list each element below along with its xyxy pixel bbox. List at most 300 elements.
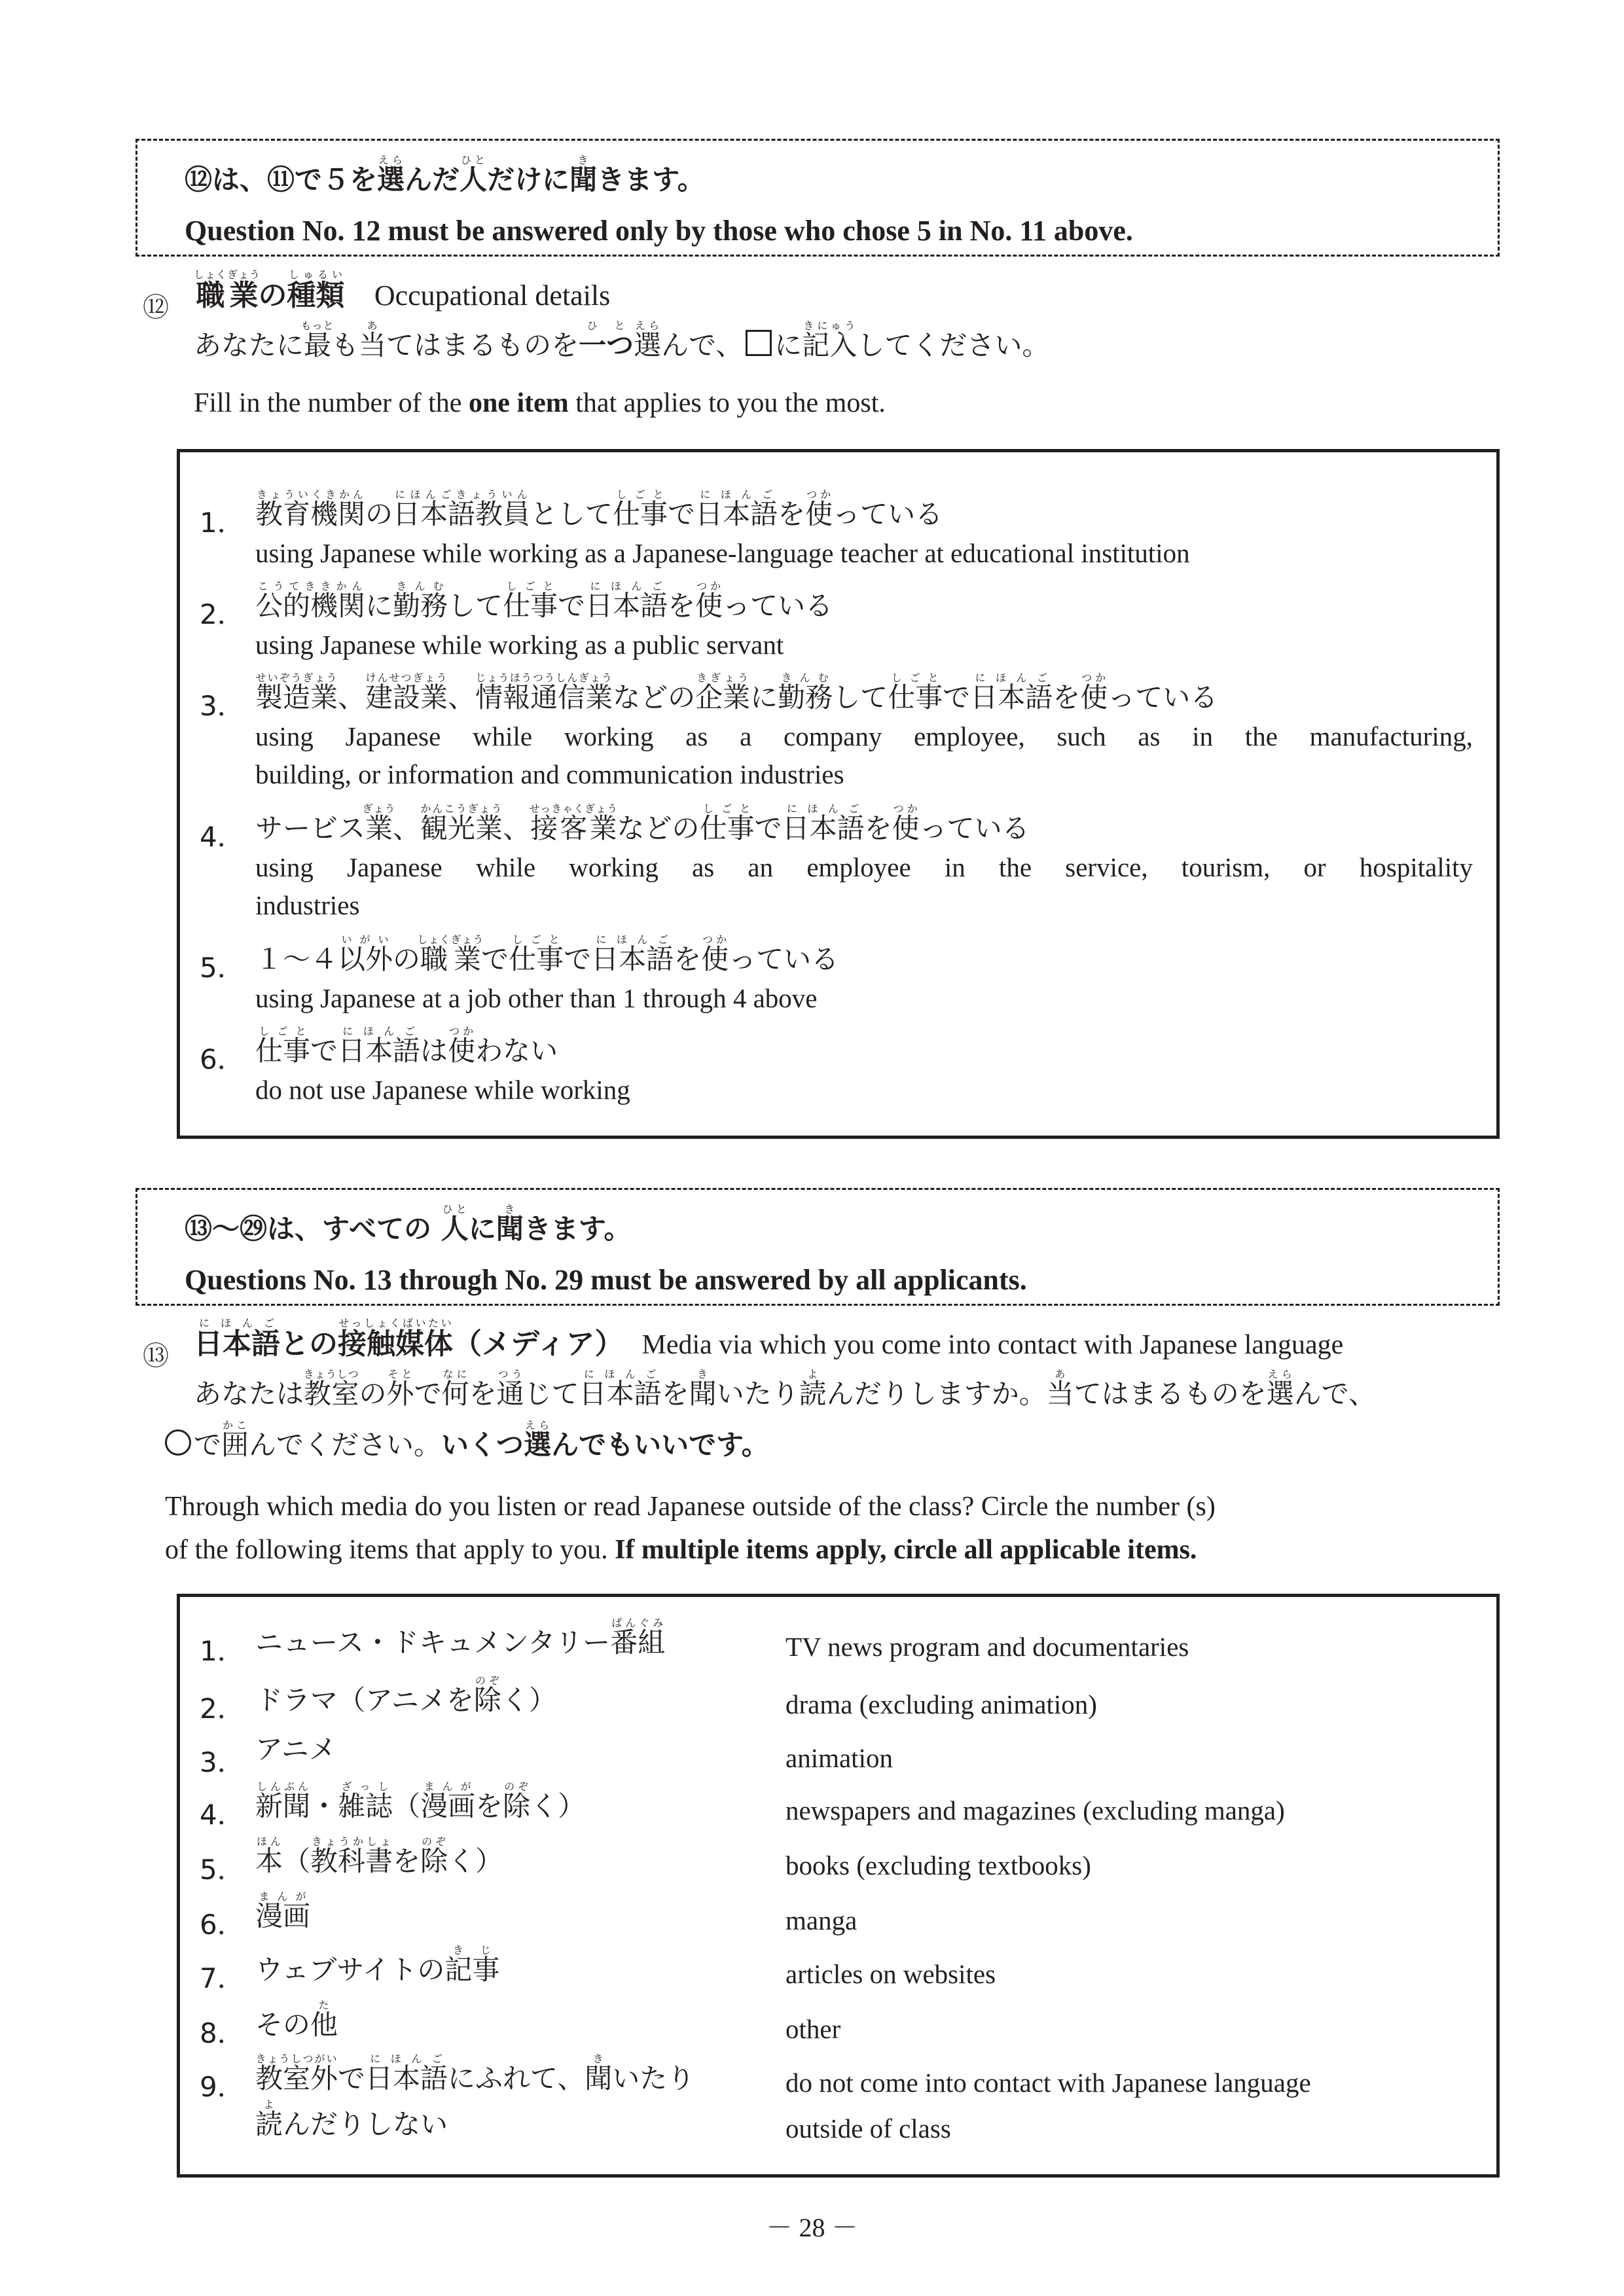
text-run: の — [359, 1378, 387, 1410]
ruby-text — [888, 672, 943, 713]
furigana: せいぞうぎょう — [255, 672, 338, 684]
text-run: 、 — [393, 812, 421, 844]
furigana: きぎょう — [695, 672, 751, 684]
furigana: きょうしつ — [303, 1368, 359, 1380]
ruby-text — [634, 319, 662, 361]
ruby-text — [444, 1944, 500, 1986]
option-en: building, or information and communication industries — [255, 759, 844, 789]
furigana: つう — [496, 1368, 524, 1380]
text-run: いくつ — [441, 1429, 524, 1461]
ruby-base: 最 — [300, 329, 334, 361]
ruby-text — [255, 2098, 283, 2140]
option-jp — [255, 1728, 336, 1767]
ruby-base: 使 — [805, 498, 833, 530]
q12-title — [194, 268, 610, 314]
text-run: で — [310, 1035, 338, 1067]
furigana: つか — [695, 580, 723, 592]
ruby-text — [1080, 672, 1108, 713]
ruby-base: 漫画 — [255, 1900, 311, 1932]
ruby-base: 記入 — [802, 329, 857, 361]
ruby-base: 使 — [695, 590, 723, 622]
furigana: かんこうぎょう — [420, 802, 503, 815]
ruby-text — [782, 802, 865, 844]
furigana: かこ — [221, 1419, 249, 1431]
option-jp — [255, 1674, 556, 1718]
text-run: の — [258, 279, 287, 312]
ruby-base: 囲 — [221, 1429, 249, 1461]
option-jp — [255, 1780, 585, 1824]
ruby-base: 人 — [441, 1213, 469, 1245]
text-run: く） — [501, 1684, 556, 1716]
furigana: せっきゃくぎょう — [529, 802, 619, 815]
text-run: も — [331, 329, 359, 361]
text-run: んでもいいです。 — [551, 1429, 769, 1461]
notice-box-q13-29 — [135, 1188, 1500, 1306]
furigana: つか — [448, 1025, 476, 1037]
text-run: １～４ — [255, 943, 338, 975]
ruby-base: 聞 — [585, 2062, 613, 2094]
ruby-text — [255, 580, 366, 622]
furigana: ひと — [441, 1203, 469, 1215]
ruby-base: 職業 — [194, 279, 261, 312]
q12-title-jp — [194, 268, 345, 312]
furigana: つか — [892, 802, 920, 815]
option-en: using Japanese at a job other than 1 through 4 above — [255, 983, 818, 1013]
option-number: 2． — [200, 598, 245, 630]
option-number[interactable]: 8． — [200, 2017, 245, 2049]
text-run: を — [864, 812, 892, 844]
q12-instruction-en-pre: Fill in the number of the — [194, 388, 469, 418]
option-jp — [255, 1835, 503, 1879]
option-jp — [255, 580, 833, 624]
ruby-base: 建設業 — [365, 681, 448, 713]
text-run: っている — [729, 943, 839, 975]
text-run: に — [468, 1213, 496, 1245]
ruby-text — [359, 319, 387, 361]
ruby-text — [579, 1368, 662, 1410]
option-number[interactable]: 9． — [200, 2071, 245, 2103]
text-run: 、 — [448, 681, 476, 713]
option-jp — [255, 1025, 558, 1069]
ruby-base: 企業 — [695, 681, 751, 713]
ruby-base: 仕事 — [888, 681, 943, 713]
circle-icon — [165, 1429, 191, 1456]
ruby-text — [585, 580, 668, 622]
option-number: 4． — [200, 821, 245, 853]
ruby-text — [310, 1999, 338, 2041]
furigana: えら — [1266, 1368, 1294, 1380]
ruby-text — [393, 580, 448, 622]
option-en: books (excluding textbooks) — [785, 1850, 1091, 1880]
ruby-text — [613, 488, 668, 530]
ruby-base: 以外 — [338, 943, 393, 975]
option-number[interactable]: 4． — [200, 1799, 245, 1831]
ruby-base: 教育機関 — [255, 498, 366, 530]
ruby-text — [300, 319, 334, 361]
notice-q12-en: Question No. 12 must be answered only by those who chose 5 in No. 11 above. — [185, 215, 1133, 247]
text-run: （ — [283, 1845, 311, 1877]
text-run: にふれて、 — [448, 2062, 585, 2094]
ruby-base: 仕事 — [509, 943, 564, 975]
ruby-text — [287, 268, 345, 312]
ruby-text — [695, 488, 778, 530]
furigana: よ — [799, 1368, 827, 1380]
text-run: を — [674, 943, 702, 975]
ruby-text — [689, 1368, 717, 1410]
option-jp — [255, 488, 943, 532]
ruby-text — [805, 488, 833, 530]
ruby-base: 読 — [799, 1378, 827, 1410]
ruby-text — [221, 1419, 249, 1461]
ruby-base: 日本語 — [365, 2062, 448, 2094]
ruby-base: 仕事 — [503, 590, 558, 622]
furigana: にほんご — [579, 1368, 662, 1380]
ruby-text — [255, 1780, 311, 1822]
ruby-text — [386, 1368, 414, 1410]
ruby-base: 使 — [701, 943, 729, 975]
ruby-base: 選 — [377, 164, 405, 196]
option-jp — [255, 933, 839, 977]
option-en: using Japanese while working as a Japanese-language teacher at educational institution — [255, 538, 1190, 568]
ruby-text — [585, 2053, 613, 2094]
option-en: newspapers and magazines (excluding manga) — [785, 1795, 1285, 1825]
ruby-text — [473, 1674, 501, 1716]
text-run: を — [778, 498, 806, 530]
ruby-base: 漫画 — [420, 1790, 476, 1822]
furigana: き — [496, 1203, 524, 1215]
q13-options-box — [177, 1594, 1500, 2178]
ruby-text — [569, 154, 598, 196]
option-en: using Japanese while working as a public servant — [255, 630, 784, 660]
ruby-text — [255, 672, 338, 713]
ruby-text — [420, 802, 503, 844]
text-run: んだ — [405, 164, 460, 196]
text-run: んだりしますか。 — [826, 1378, 1047, 1410]
ruby-text — [338, 1025, 421, 1067]
furigana: もっと — [300, 319, 334, 332]
option-number[interactable]: 5． — [200, 1854, 245, 1886]
furigana: せっしょくばいたい — [338, 1317, 453, 1329]
text-run: っている — [723, 590, 833, 622]
furigana: のぞ — [503, 1780, 531, 1793]
ruby-text — [441, 1368, 469, 1410]
text-run: じて — [524, 1378, 579, 1410]
text-run: く） — [448, 1845, 503, 1877]
text-run: して — [833, 681, 888, 713]
ruby-base: 日本語 — [194, 1327, 280, 1361]
text-run: きます。 — [523, 1213, 632, 1245]
ruby-base: 聞 — [569, 164, 598, 196]
ruby-text — [509, 933, 564, 975]
option-en: manga — [785, 1905, 857, 1935]
furigana: よ — [255, 2098, 283, 2111]
ruby-text — [362, 802, 396, 844]
ruby-base: 外 — [386, 1378, 414, 1410]
ruby-text — [365, 2053, 448, 2094]
text-run: ニュース・ドキュメンタリー — [255, 1626, 611, 1659]
ruby-text — [255, 1025, 311, 1067]
ruby-base: 職業 — [417, 943, 484, 975]
text-run: サービス — [255, 812, 366, 844]
ruby-text — [695, 672, 751, 713]
q13-instruction-en-pre: of the following items that apply to you. — [165, 1535, 615, 1565]
ruby-base: 本 — [255, 1845, 283, 1877]
text-run: で — [558, 590, 586, 622]
notice-q13-en: Questions No. 13 through No. 29 must be answered by all applicants. — [185, 1264, 1027, 1296]
answer-box-icon — [746, 330, 772, 356]
option-number[interactable]: 7． — [200, 1962, 245, 1994]
option-number: 1． — [200, 507, 245, 539]
option-en: drama (excluding animation) — [785, 1689, 1097, 1719]
option-jp — [255, 1999, 338, 2043]
ruby-text — [699, 802, 755, 844]
ruby-text — [524, 1419, 552, 1461]
text-run: いたり — [612, 2062, 695, 2094]
furigana: にほんご — [365, 2053, 448, 2065]
ruby-text — [255, 488, 366, 530]
text-run: 、 — [338, 681, 366, 713]
ruby-text — [338, 1317, 453, 1361]
furigana: つか — [805, 488, 833, 501]
text-run: ・ — [310, 1790, 338, 1822]
text-run: を — [393, 1845, 421, 1877]
ruby-text — [460, 154, 488, 196]
option-number[interactable]: 2． — [200, 1693, 245, 1725]
ruby-base: 雑誌 — [338, 1790, 393, 1822]
q12-options-box — [177, 449, 1500, 1139]
text-run: あなたに — [194, 329, 304, 361]
ruby-base: 使 — [448, 1035, 476, 1067]
text-run: （メディア） — [453, 1327, 624, 1361]
furigana: にほんご — [695, 488, 778, 501]
q12-instruction-en — [194, 387, 886, 419]
ruby-base: 聞 — [689, 1378, 717, 1410]
question-number-12: ⑫ — [143, 293, 169, 323]
furigana: きにゅう — [802, 319, 857, 332]
question-number-13: ⑬ — [143, 1341, 169, 1371]
text-run: っている — [919, 812, 1030, 844]
text-run: で — [564, 943, 592, 975]
ruby-text — [591, 933, 674, 975]
furigana: いがい — [338, 933, 393, 946]
text-run: を — [668, 590, 696, 622]
text-run: ⑬～㉙は、すべての — [185, 1213, 441, 1245]
furigana: しごと — [503, 580, 558, 592]
q13-instruction-en-bold: If multiple items apply, circle all applicable items. — [615, 1535, 1197, 1565]
furigana: しょくぎょう — [417, 933, 484, 946]
ruby-base: 番組 — [610, 1626, 666, 1659]
option-en: do not use Japanese while working — [255, 1075, 630, 1105]
notice-box-q12 — [135, 139, 1500, 257]
option-en: using Japanese while working as a company employee, such as in the manufacturing, — [255, 721, 1473, 751]
text-run: その — [255, 2009, 311, 2041]
ruby-base: 日本語 — [782, 812, 865, 844]
ruby-text — [338, 933, 393, 975]
ruby-base: 製造業 — [255, 681, 338, 713]
ruby-base: 当 — [1046, 1378, 1074, 1410]
furigana: しゅるい — [287, 268, 345, 281]
notice-q12-jp — [185, 154, 705, 198]
ruby-text — [448, 1025, 476, 1067]
ruby-base: 教室 — [303, 1378, 359, 1410]
ruby-base: 日本語 — [338, 1035, 421, 1067]
ruby-text — [503, 580, 558, 622]
furigana: ほん — [255, 1835, 283, 1848]
option-jp — [255, 2053, 695, 2096]
furigana: ひと — [460, 154, 488, 166]
text-run: に — [365, 590, 393, 622]
ruby-text — [799, 1368, 827, 1410]
ruby-text — [194, 1317, 280, 1361]
q13-instruction-jp-line2 — [165, 1419, 769, 1463]
ruby-text — [475, 672, 613, 713]
ruby-base: 人 — [460, 164, 488, 196]
q13-instruction-en-line1: Through which media do you listen or read Japanese outside of the class? Circle the number (s) — [165, 1492, 1216, 1522]
text-run: っている — [833, 498, 943, 530]
text-run: で — [668, 498, 696, 530]
furigana: そと — [386, 1368, 414, 1380]
ruby-base: 記事 — [444, 1954, 500, 1986]
furigana: えら — [634, 319, 662, 332]
ruby-text — [420, 1835, 448, 1877]
text-run: などの — [617, 812, 700, 844]
ruby-base: 何 — [441, 1378, 469, 1410]
text-run: きます。 — [597, 164, 705, 196]
text-run: で — [194, 1429, 222, 1461]
furigana: しんぶん — [255, 1780, 311, 1793]
option-jp — [255, 1617, 665, 1660]
ruby-text — [695, 580, 723, 622]
option-en: outside of class — [785, 2113, 951, 2144]
furigana: にほんご — [782, 802, 865, 815]
furigana: きんむ — [778, 672, 833, 684]
text-run: っている — [1108, 681, 1218, 713]
furigana: のぞ — [420, 1835, 448, 1848]
option-en: articles on websites — [785, 1959, 996, 1989]
ruby-text — [417, 933, 484, 975]
q13-title-en: Media via which you come into contact with Japanese language — [641, 1330, 1344, 1360]
text-run: いたり — [716, 1378, 799, 1410]
ruby-base: 通 — [496, 1378, 524, 1410]
furigana: ぎょう — [362, 802, 396, 815]
ruby-text — [496, 1203, 524, 1245]
text-run: の — [365, 498, 393, 530]
furigana: ばんぐみ — [610, 1617, 666, 1629]
ruby-text — [892, 802, 920, 844]
text-run: ドラマ（アニメを — [255, 1684, 474, 1716]
furigana: にほんご — [585, 580, 668, 592]
option-en: other — [785, 2014, 841, 2044]
furigana: しごと — [255, 1025, 311, 1037]
text-run: （ — [393, 1790, 421, 1822]
furigana: つか — [701, 933, 729, 946]
ruby-base: 一つ — [579, 329, 634, 361]
ruby-base: 他 — [310, 2009, 338, 2041]
q13-instruction-en-line2 — [165, 1534, 1197, 1566]
q13-title-jp — [194, 1317, 624, 1361]
furigana: えら — [524, 1419, 552, 1431]
text-run: んで、 — [1293, 1378, 1376, 1410]
ruby-text — [529, 802, 619, 844]
ruby-base: 教室外 — [255, 2062, 338, 2094]
ruby-base: 選 — [1266, 1378, 1294, 1410]
text-run: で — [754, 812, 782, 844]
text-run: だけに — [487, 164, 570, 196]
ruby-base: 日本語 — [591, 943, 674, 975]
ruby-text — [778, 672, 833, 713]
furigana: た — [310, 1999, 338, 2011]
ruby-base: 種類 — [287, 279, 345, 312]
ruby-text — [1046, 1368, 1074, 1410]
q12-instruction-en-bold: one item — [468, 388, 569, 418]
option-jp — [255, 672, 1218, 715]
furigana: しょくぎょう — [194, 268, 261, 281]
q12-instruction-en-post: that applies to you the most. — [568, 388, 886, 418]
ruby-text — [255, 1835, 283, 1877]
option-number[interactable]: 6． — [200, 1909, 245, 1941]
option-number: 6． — [200, 1043, 245, 1075]
furigana: にほんご — [338, 1025, 421, 1037]
page-number: － 28 － — [766, 2213, 858, 2242]
ruby-base: 観光業 — [420, 812, 503, 844]
ruby-base: 接触媒体 — [338, 1327, 453, 1361]
ruby-base: 業 — [362, 812, 396, 844]
text-run: てはまるものを — [386, 329, 579, 361]
ruby-base: 使 — [1080, 681, 1108, 713]
ruby-base: 日本語 — [695, 498, 778, 530]
ruby-text — [441, 1203, 469, 1245]
furigana: きょうかしょ — [310, 1835, 393, 1848]
ruby-text — [503, 1780, 531, 1822]
ruby-text — [365, 672, 448, 713]
text-run: を — [469, 1378, 497, 1410]
ruby-base: 接客業 — [529, 812, 619, 844]
ruby-text — [255, 2053, 338, 2094]
furigana: あ — [359, 319, 387, 332]
text-run: で — [338, 2062, 366, 2094]
option-number[interactable]: 1． — [200, 1635, 245, 1667]
ruby-base: 情報通信業 — [475, 681, 613, 713]
option-en: do not come into contact with Japanese language — [785, 2068, 1311, 2098]
ruby-base: 選 — [634, 329, 662, 361]
q13-title — [194, 1317, 1343, 1362]
text-run: ⑫は、⑪で５を — [185, 164, 378, 196]
furigana: き — [689, 1368, 717, 1380]
ruby-base: 選 — [524, 1429, 552, 1461]
option-number: 3． — [200, 690, 245, 722]
ruby-base: 新聞 — [255, 1790, 311, 1822]
text-run: として — [530, 498, 613, 530]
furigana: き — [569, 154, 598, 166]
furigana: なに — [441, 1368, 469, 1380]
furigana: き — [585, 2053, 613, 2065]
furigana: つか — [1080, 672, 1108, 684]
ruby-base: 公的機関 — [255, 590, 366, 622]
ruby-text — [420, 1780, 476, 1822]
option-jp — [255, 802, 1030, 846]
text-run: んだりしない — [283, 2108, 448, 2140]
option-number[interactable]: 3． — [200, 1746, 245, 1778]
ruby-text — [255, 1890, 311, 1932]
text-run: わない — [475, 1035, 558, 1067]
option-jp — [255, 1944, 499, 1988]
furigana: にほんごきょういん — [393, 488, 531, 501]
option-en: using Japanese while working as an employee in the service, tourism, or hospitality — [255, 852, 1473, 882]
furigana: にほんご — [591, 933, 674, 946]
ruby-base: 除 — [503, 1790, 531, 1822]
ruby-text — [393, 488, 531, 530]
furigana: きょうしつがい — [255, 2053, 338, 2065]
